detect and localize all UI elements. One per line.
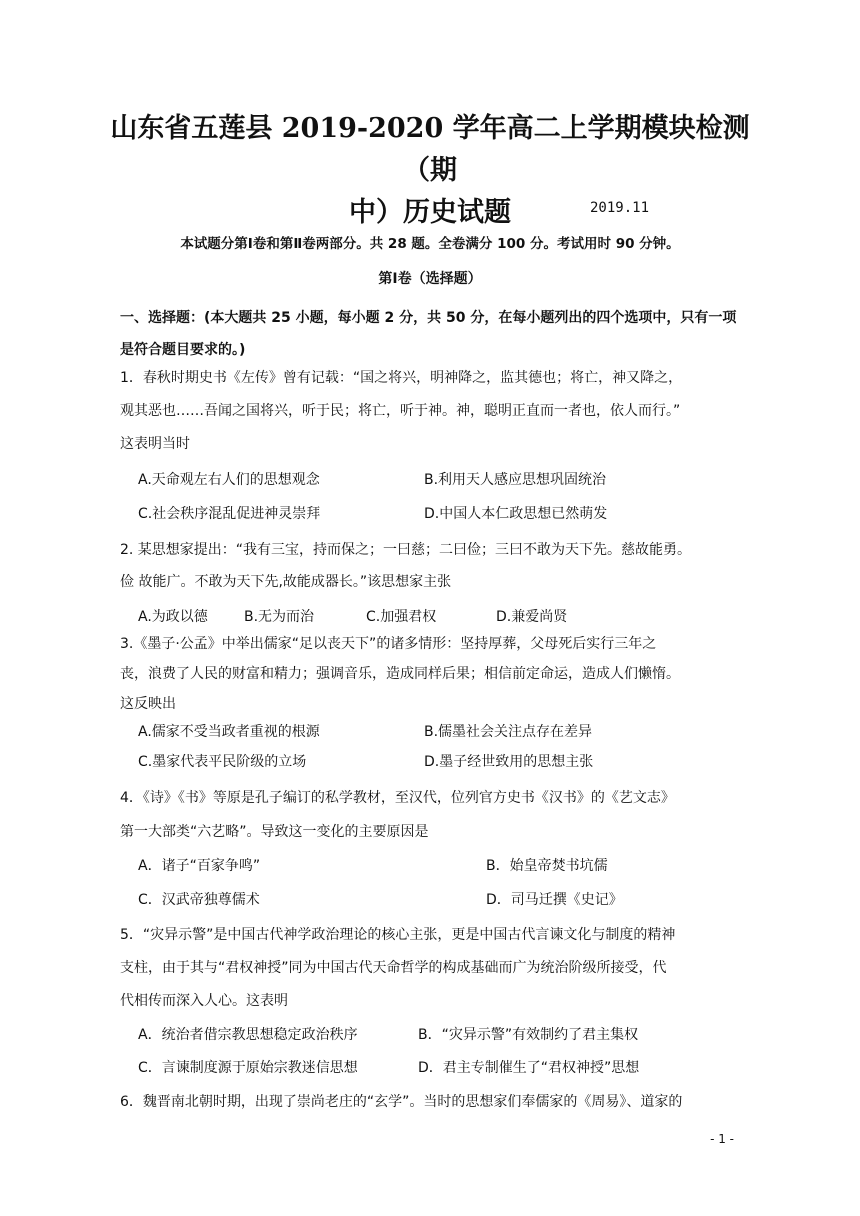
instruction-text: 一、选择题：(本大题共 25 小题，每小题 2 分，共 50 分，在每小题列出的四个选项中，只有一项是符合题目要求的。): [120, 310, 737, 358]
q5-line-1: 5．“灾异示警”是中国古代神学政治理论的核心主张，更是中国古代言谏文化与制度的精神: [120, 927, 676, 943]
q5-option-d: D．君主专制催生了“君权神授”思想: [418, 1060, 640, 1076]
q3-line-1: 3.《墨子·公孟》中举出儒家“足以丧天下”的诸多情形：坚持厚葬，父母死后实行三年之: [120, 636, 657, 652]
q4-option-d: D．司马迁撰《史记》: [486, 892, 623, 908]
q2-line-1: 2. 某思想家提出：“我有三宝，持而保之；一曰慈；二曰俭；三曰不敢为天下先。慈故能勇。: [120, 542, 692, 558]
q3-option-d: D.墨子经世致用的思想主张: [424, 754, 594, 770]
q2-line-2: 俭 故能广。不敢为天下先,故能成器长。”该思想家主张: [120, 574, 452, 590]
q5-line-2: 支柱，由于其与“君权神授”同为中国古代天命哲学的构成基础而广为统治阶级所接受，代: [120, 960, 667, 976]
q1-option-a: A.天命观左右人们的思想观念: [138, 472, 320, 488]
q3-option-b: B.儒墨社会关注点存在差异: [424, 724, 593, 740]
q4-line-1: 4．《诗》《书》等原是孔子编订的私学教材，至汉代，位列官方史书《汉书》的《艺文志》: [120, 790, 675, 806]
q2-option-b: B.无为而治: [244, 609, 315, 625]
q5-option-b: B．“灾异示警”有效制约了君主集权: [418, 1027, 639, 1043]
q1-option-d: D.中国人本仁政思想已然萌发: [424, 506, 608, 522]
q1-line-1: 1．春秋时期史书《左传》曾有记载：“国之将兴，明神降之，监其德也；将亡，神又降之，: [120, 370, 683, 386]
exam-info: 本试题分第Ⅰ卷和第Ⅱ卷两部分。共 28 题。全卷满分 100 分。考试用时 90 分钟。: [180, 236, 680, 252]
page-number: - 1 -: [710, 1132, 734, 1146]
q2-option-d: D.兼爱尚贤: [496, 609, 568, 625]
exam-date: 2019.11: [590, 200, 650, 216]
q6-line-1: 6．魏晋南北朝时期，出现了崇尚老庄的“玄学”。当时的思想家们奉儒家的《周易》、道家的: [120, 1094, 683, 1110]
q3-line-2: 丧，浪费了人民的财富和精力；强调音乐，造成同样后果；相信前定命运，造成人们懒惰。: [120, 666, 680, 682]
q1-line-2: 观其恶也……吾闻之国将兴，听于民；将亡，听于神。神，聪明正直而一者也，依人而行。”: [120, 403, 681, 419]
q2-option-a: A.为政以德: [138, 609, 208, 625]
q3-option-c: C.墨家代表平民阶级的立场: [138, 754, 307, 770]
q3-line-3: 这反映出: [120, 696, 176, 712]
q5-line-3: 代相传而深入人心。这表明: [120, 993, 288, 1009]
q4-option-c: C．汉武帝独尊儒术: [138, 892, 260, 908]
q1-line-3: 这表明当时: [120, 436, 190, 452]
q4-option-a: A．诸子“百家争鸣”: [138, 858, 261, 874]
q4-line-2: 第一大部类“六艺略”。导致这一变化的主要原因是: [120, 824, 429, 840]
q5-option-c: C．言谏制度源于原始宗教迷信思想: [138, 1060, 358, 1076]
q5-option-a: A．统治者借宗教思想稳定政治秩序: [138, 1027, 358, 1043]
section-heading: 第Ⅰ卷（选择题）: [378, 271, 482, 287]
q2-option-c: C.加强君权: [366, 609, 437, 625]
q3-option-a: A.儒家不受当政者重视的根源: [138, 724, 320, 740]
title-line-1: 山东省五莲县 2019-2020 学年高二上学期模块检测（期: [110, 113, 750, 186]
q1-option-b: B.利用天人感应思想巩固统治: [424, 472, 607, 488]
title-line-2: 中）历史试题: [349, 197, 511, 228]
q1-option-c: C.社会秩序混乱促进神灵崇拜: [138, 506, 321, 522]
document-title: [100, 108, 760, 234]
q4-option-b: B．始皇帝焚书坑儒: [486, 858, 608, 874]
